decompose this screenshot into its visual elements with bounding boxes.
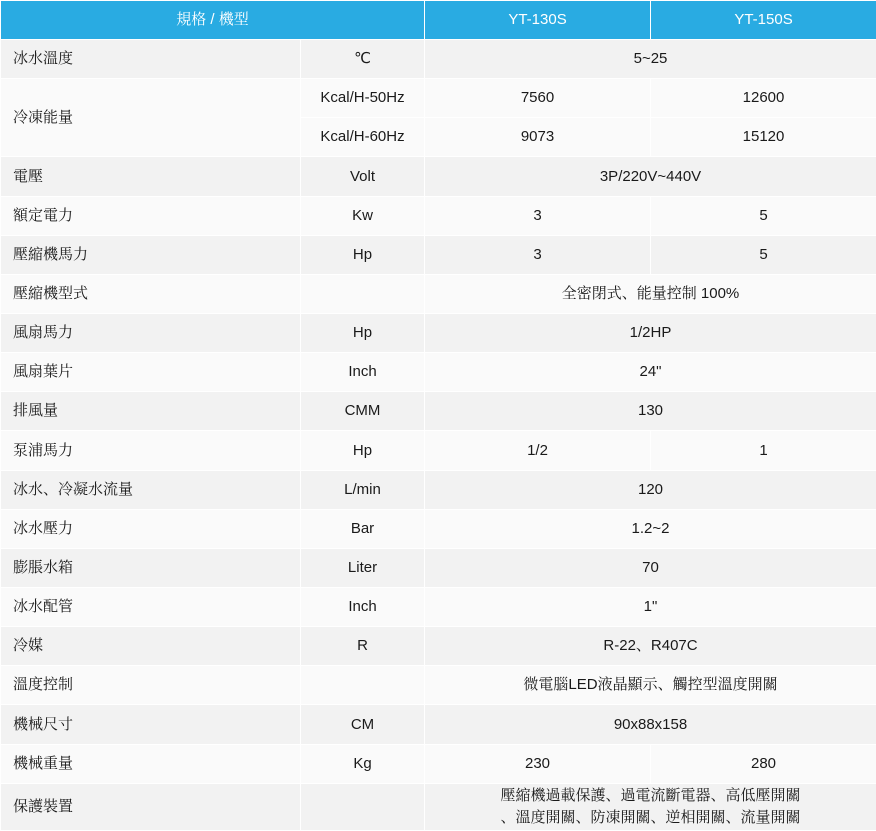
table-row — [1, 392, 876, 431]
row-value-shared: 微電腦LED液晶顯示、觸控型溫度開關 — [425, 666, 876, 705]
row-unit: Kg — [301, 744, 425, 783]
row-label: 保護裝置 — [1, 783, 301, 830]
row-value-model1: 9073 — [425, 118, 651, 157]
row-unit: Hp — [301, 313, 425, 352]
row-label: 冷媒 — [1, 627, 301, 666]
table-row — [1, 40, 876, 79]
row-value-model2: 12600 — [651, 79, 876, 118]
row-value-shared: 120 — [425, 470, 876, 509]
row-label: 溫度控制 — [1, 666, 301, 705]
row-value-model1: 3 — [425, 196, 651, 235]
row-unit: Kw — [301, 196, 425, 235]
table-header — [1, 1, 876, 40]
row-label: 風扇馬力 — [1, 313, 301, 352]
row-unit: Inch — [301, 353, 425, 392]
row-value-model2: 5 — [651, 235, 876, 274]
row-value-shared: 90x88x158 — [425, 705, 876, 744]
row-label: 風扇葉片 — [1, 353, 301, 392]
table-row — [1, 313, 876, 352]
row-unit: Kcal/H-50Hz — [301, 79, 425, 118]
protection-line-1: 壓縮機過載保護、過電流斷電器、高低壓開關 — [500, 787, 801, 805]
row-unit: Liter — [301, 548, 425, 587]
row-label: 排風量 — [1, 392, 301, 431]
row-value-model2: 1 — [651, 431, 876, 470]
header-spec-model: 規格 / 機型 — [1, 1, 425, 40]
row-unit: Inch — [301, 587, 425, 626]
table-row — [1, 235, 876, 274]
table-row — [1, 353, 876, 392]
row-label: 壓縮機馬力 — [1, 235, 301, 274]
header-model-yt150s: YT-150S — [651, 1, 876, 40]
row-label: 機械重量 — [1, 744, 301, 783]
row-unit: L/min — [301, 470, 425, 509]
row-unit: CM — [301, 705, 425, 744]
row-value-shared: 24" — [425, 353, 876, 392]
row-unit: Bar — [301, 509, 425, 548]
row-value-model2: 280 — [651, 744, 876, 783]
row-label: 電壓 — [1, 157, 301, 196]
row-value-shared: 1/2HP — [425, 313, 876, 352]
table-row — [1, 470, 876, 509]
row-unit: Volt — [301, 157, 425, 196]
row-unit: Hp — [301, 431, 425, 470]
row-value-shared: 全密閉式、能量控制 100% — [425, 274, 876, 313]
table-row — [1, 783, 876, 830]
row-value-shared: 130 — [425, 392, 876, 431]
row-label: 冰水配管 — [1, 587, 301, 626]
row-label: 壓縮機型式 — [1, 274, 301, 313]
table-row — [1, 587, 876, 626]
row-label: 冰水壓力 — [1, 509, 301, 548]
row-value-shared — [425, 783, 876, 830]
table-row — [1, 744, 876, 783]
row-label: 冰水溫度 — [1, 40, 301, 79]
table-row — [1, 627, 876, 666]
row-value-model2: 15120 — [651, 118, 876, 157]
table-row — [1, 79, 876, 118]
row-value-model1: 1/2 — [425, 431, 651, 470]
row-value-model2: 5 — [651, 196, 876, 235]
row-value-shared: 1.2~2 — [425, 509, 876, 548]
row-value-shared: 5~25 — [425, 40, 876, 79]
row-unit: Hp — [301, 235, 425, 274]
table-row — [1, 274, 876, 313]
table-row — [1, 548, 876, 587]
table-row — [1, 431, 876, 470]
row-label: 冰水、冷凝水流量 — [1, 470, 301, 509]
row-unit: CMM — [301, 392, 425, 431]
row-label: 膨脹水箱 — [1, 548, 301, 587]
row-value-model1: 230 — [425, 744, 651, 783]
table-row — [1, 705, 876, 744]
row-value-model1: 7560 — [425, 79, 651, 118]
row-unit — [301, 783, 425, 830]
row-label: 泵浦馬力 — [1, 431, 301, 470]
row-unit: R — [301, 627, 425, 666]
row-label: 機械尺寸 — [1, 705, 301, 744]
header-model-yt130s: YT-130S — [425, 1, 651, 40]
row-label: 冷凍能量 — [1, 79, 301, 157]
row-value-shared: R-22、R407C — [425, 627, 876, 666]
table-row — [1, 157, 876, 196]
table-row — [1, 666, 876, 705]
row-value-shared: 3P/220V~440V — [425, 157, 876, 196]
row-value-model1: 3 — [425, 235, 651, 274]
row-unit: ℃ — [301, 40, 425, 79]
row-value-shared: 1" — [425, 587, 876, 626]
table-body — [1, 40, 876, 831]
row-unit — [301, 274, 425, 313]
table-row — [1, 509, 876, 548]
row-value-shared: 70 — [425, 548, 876, 587]
table-row — [1, 196, 876, 235]
row-label: 額定電力 — [1, 196, 301, 235]
row-unit — [301, 666, 425, 705]
table-header-row — [1, 1, 876, 40]
protection-line-2: 、溫度開關、防凍開關、逆相開關、流量開關 — [500, 808, 801, 826]
row-unit: Kcal/H-60Hz — [301, 118, 425, 157]
